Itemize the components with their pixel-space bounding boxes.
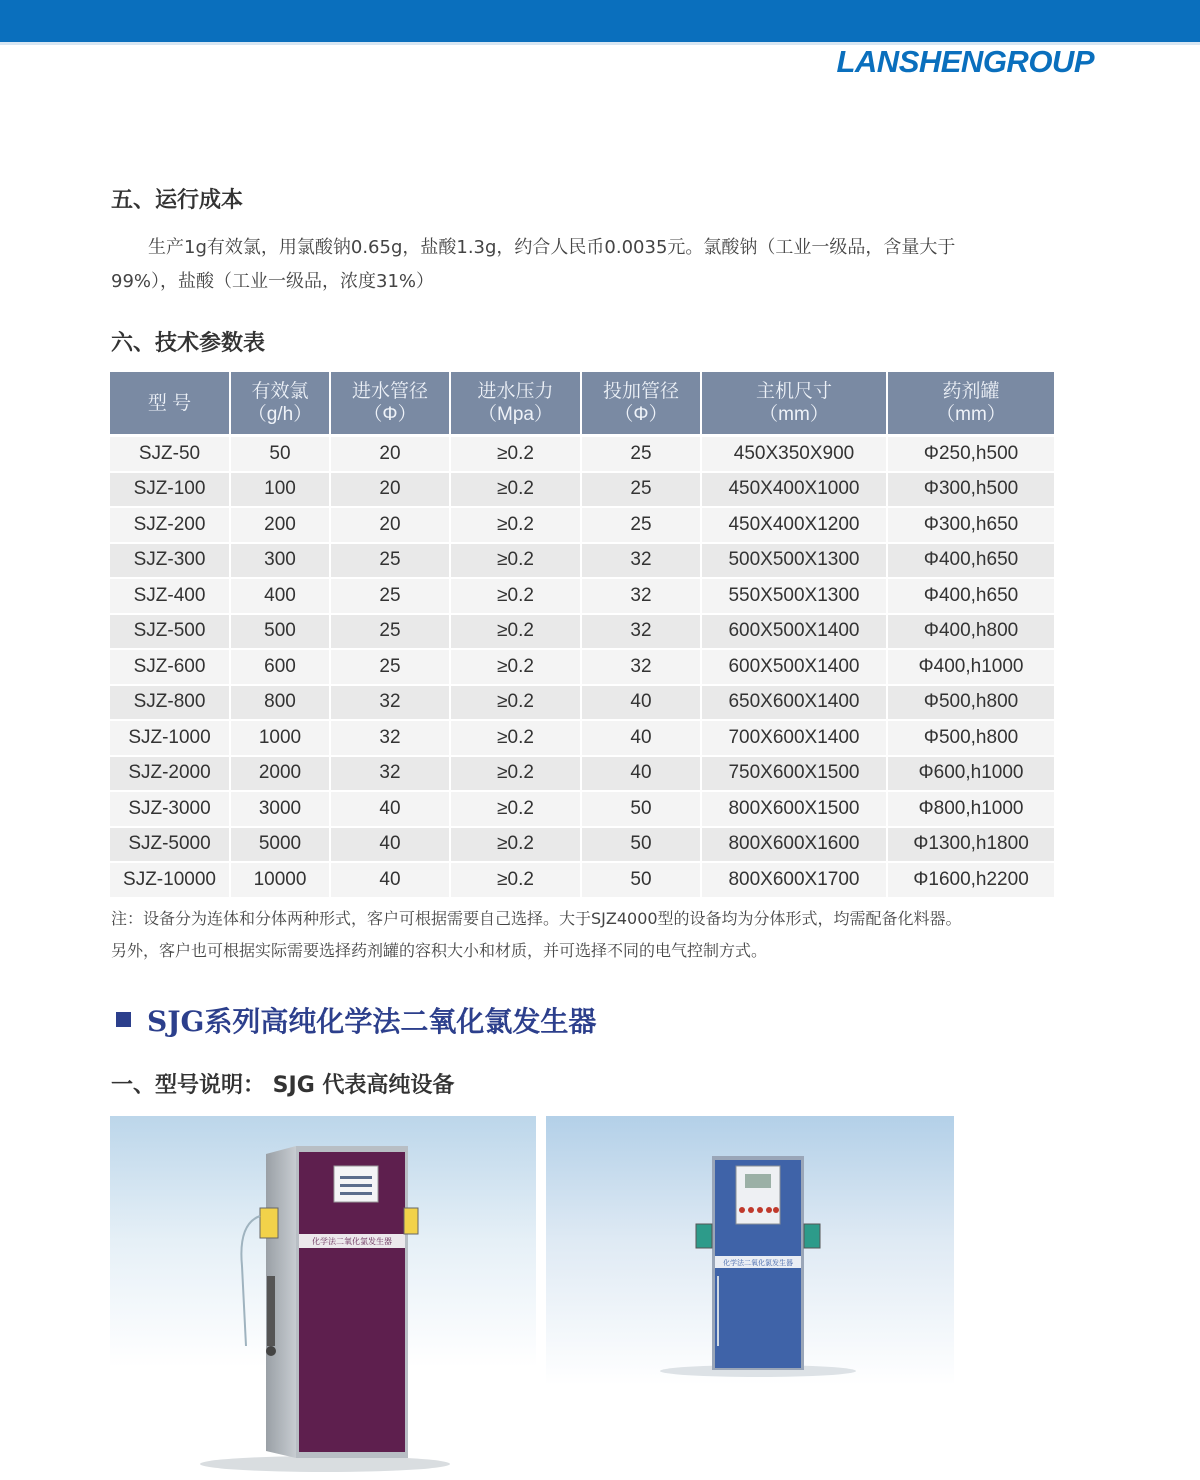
cell-dosing-diameter: 50 — [581, 862, 701, 898]
cell-tank: Φ600,h1000 — [887, 756, 1054, 792]
table-row — [110, 827, 1054, 863]
cell-model: SJZ-1000 — [110, 720, 230, 756]
cell-chlorine: 600 — [230, 649, 330, 685]
cell-inlet-pressure: ≥0.2 — [450, 791, 581, 827]
cell-model: SJZ-800 — [110, 685, 230, 721]
cell-host-size: 600X500X1400 — [701, 614, 887, 650]
cost-line-2: 99%），盐酸（工业一级品，浓度31%） — [111, 271, 435, 292]
cell-dosing-diameter: 32 — [581, 614, 701, 650]
cell-tank: Φ400,h650 — [887, 578, 1054, 614]
cell-model: SJZ-50 — [110, 436, 230, 472]
cell-host-size: 500X500X1300 — [701, 543, 887, 579]
header-dosing-diameter: 投加管径 （Φ） — [581, 372, 701, 436]
cell-chlorine: 500 — [230, 614, 330, 650]
spec-table — [110, 372, 1054, 899]
cell-inlet-pressure: ≥0.2 — [450, 578, 581, 614]
cell-model: SJZ-400 — [110, 578, 230, 614]
cell-inlet-diameter: 32 — [330, 720, 450, 756]
spec-table-header — [110, 372, 1054, 436]
purple-panel-label: 化学法二氧化氯发生器 — [312, 1237, 392, 1246]
table-row — [110, 649, 1054, 685]
cell-tank: Φ1300,h1800 — [887, 827, 1054, 863]
table-row — [110, 685, 1054, 721]
cell-inlet-pressure: ≥0.2 — [450, 685, 581, 721]
table-row — [110, 436, 1054, 472]
cell-inlet-pressure: ≥0.2 — [450, 614, 581, 650]
cell-chlorine: 300 — [230, 543, 330, 579]
header-inlet-diameter: 进水管径 （Φ） — [330, 372, 450, 436]
cell-dosing-diameter: 40 — [581, 685, 701, 721]
table-row — [110, 862, 1054, 898]
cell-dosing-diameter: 32 — [581, 578, 701, 614]
blue-panel-label: 化学法二氧化氯发生器 — [723, 1259, 793, 1267]
sjg-series-title: SJG系列高纯化学法二氧化氯发生器 — [147, 1005, 597, 1038]
cell-inlet-diameter: 40 — [330, 862, 450, 898]
table-row — [110, 543, 1054, 579]
cell-inlet-pressure: ≥0.2 — [450, 862, 581, 898]
cell-inlet-diameter: 40 — [330, 827, 450, 863]
header-host-size: 主机尺寸 （mm） — [701, 372, 887, 436]
cell-dosing-diameter: 25 — [581, 436, 701, 472]
section5-title: 五、运行成本 — [111, 188, 244, 213]
cell-model: SJZ-3000 — [110, 791, 230, 827]
cell-tank: Φ300,h650 — [887, 507, 1054, 543]
cell-dosing-diameter: 32 — [581, 543, 701, 579]
note-line-1: 注：设备分为连体和分体两种形式，客户可根据需要自己选择。大于SJZ4000型的设备均为分体形式，均需配备化料器。 — [111, 909, 962, 928]
cell-dosing-diameter: 25 — [581, 507, 701, 543]
cell-inlet-diameter: 20 — [330, 472, 450, 508]
cell-inlet-pressure: ≥0.2 — [450, 472, 581, 508]
cell-model: SJZ-2000 — [110, 756, 230, 792]
cell-host-size: 800X600X1600 — [701, 827, 887, 863]
cell-dosing-diameter: 25 — [581, 472, 701, 508]
top-banner — [0, 0, 1200, 45]
sjg-series-heading — [116, 1000, 596, 1040]
cell-tank: Φ400,h650 — [887, 543, 1054, 579]
product-photo-blue — [546, 1116, 954, 1475]
cell-host-size: 800X600X1700 — [701, 862, 887, 898]
cell-inlet-diameter: 25 — [330, 543, 450, 579]
cell-model: SJZ-500 — [110, 614, 230, 650]
table-row — [110, 720, 1054, 756]
purple-generator-illustration — [110, 1116, 536, 1475]
cell-host-size: 450X400X1000 — [701, 472, 887, 508]
cell-dosing-diameter: 50 — [581, 791, 701, 827]
cell-model: SJZ-600 — [110, 649, 230, 685]
cell-inlet-diameter: 32 — [330, 756, 450, 792]
cell-inlet-pressure: ≥0.2 — [450, 543, 581, 579]
spec-table-body — [110, 436, 1054, 898]
cell-dosing-diameter: 40 — [581, 720, 701, 756]
table-row — [110, 614, 1054, 650]
cell-chlorine: 3000 — [230, 791, 330, 827]
cell-host-size: 650X600X1400 — [701, 685, 887, 721]
table-note — [111, 903, 1071, 967]
header-chlorine: 有效氯 （g/h） — [230, 372, 330, 436]
cell-model: SJZ-100 — [110, 472, 230, 508]
cell-tank: Φ300,h500 — [887, 472, 1054, 508]
cell-inlet-diameter: 25 — [330, 578, 450, 614]
cell-tank: Φ250,h500 — [887, 436, 1054, 472]
cell-chlorine: 100 — [230, 472, 330, 508]
cell-model: SJZ-300 — [110, 543, 230, 579]
cell-host-size: 450X400X1200 — [701, 507, 887, 543]
cell-chlorine: 10000 — [230, 862, 330, 898]
cell-model: SJZ-200 — [110, 507, 230, 543]
cell-tank: Φ1600,h2200 — [887, 862, 1054, 898]
model-description: 一、型号说明： SJG 代表高纯设备 — [111, 1073, 455, 1098]
cell-model: SJZ-10000 — [110, 862, 230, 898]
cell-host-size: 600X500X1400 — [701, 649, 887, 685]
cell-inlet-diameter: 25 — [330, 614, 450, 650]
cell-tank: Φ500,h800 — [887, 685, 1054, 721]
cell-inlet-pressure: ≥0.2 — [450, 507, 581, 543]
cell-inlet-diameter: 20 — [330, 436, 450, 472]
table-row — [110, 472, 1054, 508]
cell-inlet-pressure: ≥0.2 — [450, 827, 581, 863]
cell-host-size: 800X600X1500 — [701, 791, 887, 827]
cell-chlorine: 5000 — [230, 827, 330, 863]
cell-tank: Φ400,h1000 — [887, 649, 1054, 685]
note-line-2: 另外，客户也可根据实际需要选择药剂罐的容积大小和材质，并可选择不同的电气控制方式。 — [111, 941, 768, 960]
square-bullet-icon — [116, 1012, 131, 1027]
cell-inlet-pressure: ≥0.2 — [450, 436, 581, 472]
cell-inlet-diameter: 40 — [330, 791, 450, 827]
blue-generator-illustration — [546, 1116, 954, 1475]
section6-title: 六、技术参数表 — [111, 331, 266, 356]
cell-chlorine: 400 — [230, 578, 330, 614]
cell-chlorine: 1000 — [230, 720, 330, 756]
cell-chlorine: 200 — [230, 507, 330, 543]
cell-host-size: 750X600X1500 — [701, 756, 887, 792]
cell-inlet-diameter: 20 — [330, 507, 450, 543]
cell-tank: Φ500,h800 — [887, 720, 1054, 756]
header-model: 型 号 — [110, 372, 230, 436]
brand-logo: LANSHENGROUP — [836, 44, 1094, 79]
table-row — [110, 578, 1054, 614]
cell-chlorine: 800 — [230, 685, 330, 721]
cell-tank: Φ400,h800 — [887, 614, 1054, 650]
cell-chlorine: 2000 — [230, 756, 330, 792]
cost-line-1: 生产1g有效氯，用氯酸钠0.65g，盐酸1.3g，约合人民币0.0035元。氯酸钠（工业一级品，含量大于 — [148, 237, 956, 258]
product-photo-purple — [110, 1116, 536, 1475]
cell-dosing-diameter: 40 — [581, 756, 701, 792]
cell-model: SJZ-5000 — [110, 827, 230, 863]
cell-inlet-diameter: 25 — [330, 649, 450, 685]
cell-inlet-pressure: ≥0.2 — [450, 756, 581, 792]
running-cost-paragraph — [111, 231, 1061, 299]
cell-inlet-pressure: ≥0.2 — [450, 649, 581, 685]
table-row — [110, 507, 1054, 543]
table-row — [110, 791, 1054, 827]
cell-host-size: 450X350X900 — [701, 436, 887, 472]
cell-inlet-pressure: ≥0.2 — [450, 720, 581, 756]
header-tank: 药剂罐 （mm） — [887, 372, 1054, 436]
cell-dosing-diameter: 32 — [581, 649, 701, 685]
cell-inlet-diameter: 32 — [330, 685, 450, 721]
cell-chlorine: 50 — [230, 436, 330, 472]
header-inlet-pressure: 进水压力 （Mpa） — [450, 372, 581, 436]
table-row — [110, 756, 1054, 792]
cell-host-size: 550X500X1300 — [701, 578, 887, 614]
cell-tank: Φ800,h1000 — [887, 791, 1054, 827]
cell-dosing-diameter: 50 — [581, 827, 701, 863]
cell-host-size: 700X600X1400 — [701, 720, 887, 756]
